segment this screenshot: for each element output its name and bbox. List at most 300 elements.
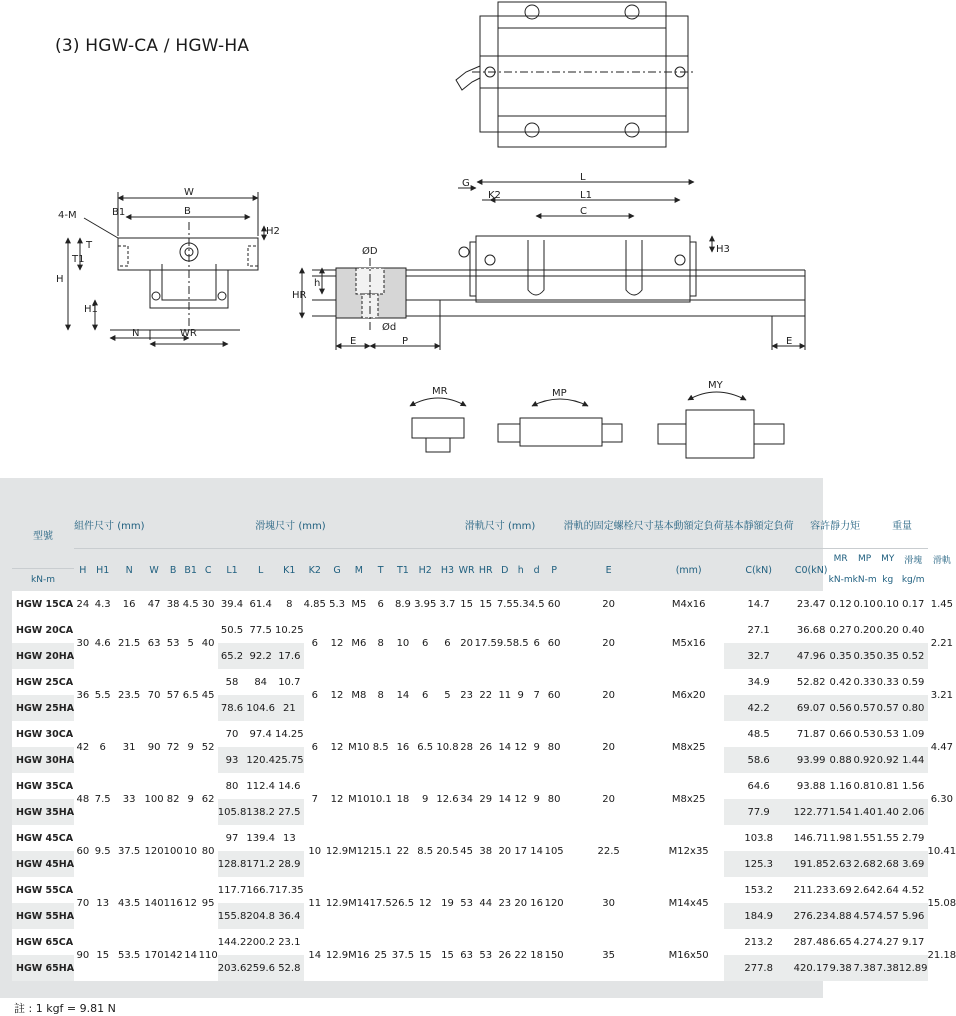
cell-L1: 203.6 — [218, 955, 247, 981]
label-HR: HR — [292, 290, 307, 301]
cell-K1: 52.8 — [275, 955, 304, 981]
cell-wr: 10.41 — [928, 825, 956, 877]
cell-D: 20 — [497, 825, 513, 877]
cell-H2: 15 — [414, 929, 436, 981]
cell-K1: 14.6 — [275, 773, 304, 799]
cell-H: 36 — [74, 669, 92, 721]
model-cell: HGW 45HA — [12, 851, 74, 877]
cell-Cd: 58.6 — [724, 747, 794, 773]
cell-K1: 10.25 — [275, 617, 304, 643]
unit-31: kg/m — [901, 575, 925, 585]
cell-H: 30 — [74, 617, 92, 669]
cell-K1: 14.25 — [275, 721, 304, 747]
cell-d: 18 — [529, 929, 545, 981]
col-8: L — [258, 564, 264, 576]
cell-MY: 0.33 — [877, 669, 899, 695]
cell-D: 11 — [497, 669, 513, 721]
col-5: B1 — [184, 564, 197, 576]
cell-MY: 1.40 — [877, 799, 899, 825]
table-row — [12, 877, 956, 903]
cell-wr: 21.18 — [928, 929, 956, 981]
cell-Cd: 34.9 — [724, 669, 794, 695]
cell-P: 60 — [545, 591, 564, 617]
cell-Cd: 184.9 — [724, 903, 794, 929]
cell-bolt: M8x25 — [654, 773, 724, 825]
cell-MP: 4.57 — [853, 903, 877, 929]
cell-MY: 0.35 — [877, 643, 899, 669]
cell-K1: 13 — [275, 825, 304, 851]
cell-HR: 53 — [475, 929, 497, 981]
cell-wb: 4.52 — [899, 877, 928, 903]
cell-P: 60 — [545, 669, 564, 721]
unit-28: kN-m — [828, 575, 853, 585]
cell-M: M14 — [348, 877, 369, 929]
model-cell: HGW 35CA — [12, 773, 74, 799]
col-19: D — [501, 564, 509, 576]
table-row — [12, 825, 956, 851]
cell-K2: 4.85 — [304, 591, 326, 617]
label-N: N — [132, 328, 140, 339]
cell-P: 120 — [545, 877, 564, 929]
cell-H1: 4.3 — [92, 591, 114, 617]
cell-H1: 7.5 — [92, 773, 114, 825]
cell-wb: 1.44 — [899, 747, 928, 773]
cell-C: 62 — [199, 773, 218, 825]
cell-K1: 17.35 — [275, 877, 304, 903]
label-T: T — [86, 240, 93, 251]
cell-H1: 5.5 — [92, 669, 114, 721]
model-cell: HGW 65HA — [12, 955, 74, 981]
cell-E: 20 — [564, 721, 654, 773]
cell-L1: 128.8 — [218, 851, 247, 877]
cell-MP: 0.20 — [853, 617, 877, 643]
cell-h: 8.5 — [513, 617, 529, 669]
sub-weight-1: 滑軌 — [932, 555, 951, 566]
cell-H: 48 — [74, 773, 92, 825]
cell-L: 120.4 — [246, 747, 275, 773]
cell-H1: 9.5 — [92, 825, 114, 877]
cell-MY: 7.38 — [877, 955, 899, 981]
label-Od: Ød — [382, 322, 397, 333]
grp-dyn: 基本動額定負荷 — [654, 500, 724, 549]
cell-H3: 15 — [436, 929, 458, 981]
cell-d: 14 — [529, 825, 545, 877]
cell-G: 12 — [326, 669, 348, 721]
cell-T1: 14 — [392, 669, 414, 721]
cell-MP: 0.81 — [853, 773, 877, 799]
cell-T1: 8.9 — [392, 591, 414, 617]
cell-C0: 146.71 — [794, 825, 829, 851]
cell-L1: 117.7 — [218, 877, 247, 903]
cell-L: 104.6 — [246, 695, 275, 721]
cell-W: 170 — [145, 929, 164, 981]
cell-MY: 0.57 — [877, 695, 899, 721]
cell-WR: 28 — [459, 721, 475, 773]
cell-wr: 6.30 — [928, 773, 956, 825]
cell-B: 72 — [164, 721, 183, 773]
cell-L1: 155.8 — [218, 903, 247, 929]
model-cell: HGW 20CA — [12, 617, 74, 643]
cell-K2: 7 — [304, 773, 326, 825]
spec-table — [12, 500, 956, 981]
cell-G: 12 — [326, 617, 348, 669]
cell-h: 12 — [513, 773, 529, 825]
cell-K1: 17.6 — [275, 643, 304, 669]
label-OD: ØD — [362, 246, 378, 257]
cell-N: 37.5 — [114, 825, 145, 877]
cell-C: 52 — [199, 721, 218, 773]
label-B1: B1 — [112, 207, 126, 218]
col-17: WR — [458, 564, 475, 576]
col-4: B — [169, 564, 177, 576]
cell-W: 140 — [145, 877, 164, 929]
col-15: H2 — [418, 564, 432, 576]
cell-T1: 16 — [392, 721, 414, 773]
cell-MR: 6.65 — [829, 929, 853, 955]
cell-B1: 4.5 — [183, 591, 199, 617]
cell-L: 138.2 — [246, 799, 275, 825]
cell-C0: 191.85 — [794, 851, 829, 877]
cell-K1: 36.4 — [275, 903, 304, 929]
cell-G: 12.9 — [326, 929, 348, 981]
cell-G: 12.9 — [326, 825, 348, 877]
col-20: h — [517, 564, 524, 576]
cell-K1: 21 — [275, 695, 304, 721]
col-25: C(kN) — [745, 564, 772, 576]
cell-MP: 4.27 — [853, 929, 877, 955]
cell-wb: 1.56 — [899, 773, 928, 799]
cell-C0: 23.47 — [794, 591, 829, 617]
label-K2: K2 — [488, 190, 501, 201]
cell-K2: 6 — [304, 721, 326, 773]
col-23: E — [605, 564, 612, 576]
model-cell: HGW 25HA — [12, 695, 74, 721]
cell-HR: 26 — [475, 721, 497, 773]
col-6: C — [204, 564, 212, 576]
table-row — [12, 929, 956, 955]
label-MY: MY — [708, 380, 723, 391]
cell-B1: 6.5 — [183, 669, 199, 721]
cell-d: 7 — [529, 669, 545, 721]
cell-M: M10 — [348, 773, 369, 825]
cell-MP: 0.33 — [853, 669, 877, 695]
cell-H2: 8.5 — [414, 825, 436, 877]
cell-MY: 4.27 — [877, 929, 899, 955]
cell-wb: 2.79 — [899, 825, 928, 851]
cell-K2: 6 — [304, 617, 326, 669]
cell-W: 100 — [145, 773, 164, 825]
cell-E: 20 — [564, 617, 654, 669]
cell-B1: 9 — [183, 773, 199, 825]
cell-Cd: 27.1 — [724, 617, 794, 643]
cell-H2: 12 — [414, 877, 436, 929]
cell-bolt: M4x16 — [654, 591, 724, 617]
unit-27: kN-m — [31, 575, 56, 585]
cell-bolt: M5x16 — [654, 617, 724, 669]
cell-B1: 5 — [183, 617, 199, 669]
label-h: h — [314, 278, 321, 289]
cell-L1: 105.8 — [218, 799, 247, 825]
cell-T: 8 — [370, 669, 392, 721]
cell-MR: 2.63 — [829, 851, 853, 877]
cell-T: 17.5 — [370, 877, 392, 929]
cell-wb: 0.59 — [899, 669, 928, 695]
table-row — [12, 617, 956, 643]
cell-H: 60 — [74, 825, 92, 877]
cell-L: 139.4 — [246, 825, 275, 851]
cell-E: 35 — [564, 929, 654, 981]
model-cell: HGW 65CA — [12, 929, 74, 955]
cell-N: 21.5 — [114, 617, 145, 669]
cell-H1: 13 — [92, 877, 114, 929]
label-H1: H1 — [84, 304, 98, 315]
cell-L: 204.8 — [246, 903, 275, 929]
cell-C0: 276.23 — [794, 903, 829, 929]
grp-moment: 容許靜力矩 — [794, 500, 877, 549]
cell-G: 12 — [326, 773, 348, 825]
cell-MP: 0.35 — [853, 643, 877, 669]
cell-N: 16 — [114, 591, 145, 617]
col-3: W — [149, 564, 159, 576]
cell-h: 22 — [513, 929, 529, 981]
cell-K2: 10 — [304, 825, 326, 877]
cell-MY: 0.53 — [877, 721, 899, 747]
cell-N: 33 — [114, 773, 145, 825]
cell-wb: 5.96 — [899, 903, 928, 929]
cell-H: 42 — [74, 721, 92, 773]
label-MR: MR — [432, 386, 448, 397]
label-E: E — [350, 336, 357, 347]
cell-K1: 27.5 — [275, 799, 304, 825]
unit-29: kN-m — [852, 575, 877, 585]
cell-MY: 2.64 — [877, 877, 899, 903]
model-cell: HGW 20HA — [12, 643, 74, 669]
cell-MR: 0.42 — [829, 669, 853, 695]
cell-MY: 1.55 — [877, 825, 899, 851]
cell-h: 17 — [513, 825, 529, 877]
cell-MY: 2.68 — [877, 851, 899, 877]
cell-bolt: M12x35 — [654, 825, 724, 877]
cell-B: 100 — [164, 825, 183, 877]
cell-C0: 287.48 — [794, 929, 829, 955]
cell-Cd: 153.2 — [724, 877, 794, 903]
cell-wb: 12.89 — [899, 955, 928, 981]
grp-static: 基本靜額定負荷 — [724, 500, 794, 549]
cell-MY: 0.92 — [877, 747, 899, 773]
sub-moment-2: MY — [881, 554, 895, 564]
sub-moment-0: MR — [833, 554, 848, 564]
cell-K2: 11 — [304, 877, 326, 929]
col-21: d — [533, 564, 540, 576]
cell-HR: 15 — [475, 591, 497, 617]
cell-Cd: 48.5 — [724, 721, 794, 747]
cell-wb: 0.80 — [899, 695, 928, 721]
cell-B1: 10 — [183, 825, 199, 877]
cell-C0: 47.96 — [794, 643, 829, 669]
sub-moment-1: MP — [858, 554, 872, 564]
cell-MR: 0.88 — [829, 747, 853, 773]
cell-MR: 4.88 — [829, 903, 853, 929]
cell-T: 8.5 — [370, 721, 392, 773]
cell-Cd: 103.8 — [724, 825, 794, 851]
cell-K1: 10.7 — [275, 669, 304, 695]
cell-L1: 39.4 — [218, 591, 247, 617]
cell-N: 53.5 — [114, 929, 145, 981]
cell-Cd: 77.9 — [724, 799, 794, 825]
cell-T: 6 — [370, 591, 392, 617]
cell-L1: 65.2 — [218, 643, 247, 669]
cell-L: 171.2 — [246, 851, 275, 877]
label-4M: 4-M — [58, 210, 77, 221]
cell-H3: 10.8 — [436, 721, 458, 773]
cell-D: 14 — [497, 721, 513, 773]
cell-L1: 58 — [218, 669, 247, 695]
label-P: P — [402, 336, 409, 347]
cell-MP: 2.64 — [853, 877, 877, 903]
cell-d: 4.5 — [529, 591, 545, 617]
model-cell: HGW 15CA — [12, 591, 74, 617]
cell-K1: 23.1 — [275, 929, 304, 955]
cell-H: 24 — [74, 591, 92, 617]
cell-Cd: 64.6 — [724, 773, 794, 799]
model-cell: HGW 30CA — [12, 721, 74, 747]
cell-L: 61.4 — [246, 591, 275, 617]
cell-MR: 0.27 — [829, 617, 853, 643]
cell-T: 10.1 — [370, 773, 392, 825]
cell-T1: 22 — [392, 825, 414, 877]
col-24: (mm) — [675, 564, 702, 576]
cell-D: 23 — [497, 877, 513, 929]
cell-H1: 6 — [92, 721, 114, 773]
cell-N: 31 — [114, 721, 145, 773]
cell-WR: 63 — [459, 929, 475, 981]
cell-C0: 211.23 — [794, 877, 829, 903]
cell-H3: 5 — [436, 669, 458, 721]
cell-H1: 15 — [92, 929, 114, 981]
col-22: P — [551, 564, 557, 576]
cell-T: 8 — [370, 617, 392, 669]
cell-W: 90 — [145, 721, 164, 773]
label-B: B — [184, 206, 191, 217]
cell-wr: 2.21 — [928, 617, 956, 669]
cell-C0: 69.07 — [794, 695, 829, 721]
label-C: C — [580, 206, 587, 217]
cell-C0: 71.87 — [794, 721, 829, 747]
cell-H3: 12.6 — [436, 773, 458, 825]
col-0: H — [79, 564, 87, 576]
col-10: K2 — [308, 564, 321, 576]
cell-L: 92.2 — [246, 643, 275, 669]
cell-wr: 1.45 — [928, 591, 956, 617]
cell-W: 47 — [145, 591, 164, 617]
cell-WR: 23 — [459, 669, 475, 721]
label-L1: L1 — [580, 190, 592, 201]
cell-L1: 70 — [218, 721, 247, 747]
cell-MP: 0.53 — [853, 721, 877, 747]
cell-C: 95 — [199, 877, 218, 929]
cell-K1: 28.9 — [275, 851, 304, 877]
cell-d: 9 — [529, 721, 545, 773]
cell-HR: 38 — [475, 825, 497, 877]
cell-B1: 14 — [183, 929, 199, 981]
cell-D: 14 — [497, 773, 513, 825]
cell-C: 80 — [199, 825, 218, 877]
cell-Cd: 213.2 — [724, 929, 794, 955]
cell-MY: 0.20 — [877, 617, 899, 643]
cell-T: 25 — [370, 929, 392, 981]
cell-d: 9 — [529, 773, 545, 825]
cell-C: 30 — [199, 591, 218, 617]
cell-L1: 93 — [218, 747, 247, 773]
cell-H2: 9 — [414, 773, 436, 825]
label-L: L — [580, 172, 586, 183]
spec-table-panel — [0, 478, 956, 998]
sub-weight-0: 滑塊 — [904, 555, 923, 566]
col-18: HR — [478, 564, 493, 576]
cell-wb: 2.06 — [899, 799, 928, 825]
unit-30: kg — [882, 575, 894, 585]
grp-bolt: 滑軌的固定螺栓尺寸 — [564, 500, 654, 549]
cell-Cd: 14.7 — [724, 591, 794, 617]
section-heading: (3) HGW-CA / HGW-HA — [55, 36, 250, 56]
cell-H2: 6.5 — [414, 721, 436, 773]
cell-E: 20 — [564, 669, 654, 721]
cell-bolt: M16x50 — [654, 929, 724, 981]
cell-wb: 9.17 — [899, 929, 928, 955]
cell-WR: 45 — [459, 825, 475, 877]
cell-P: 105 — [545, 825, 564, 877]
col-11: G — [333, 564, 341, 576]
footnote: 註 : 1 kgf = 9.81 N — [14, 1002, 116, 1015]
cell-H3: 19 — [436, 877, 458, 929]
cell-MY: 0.10 — [877, 591, 899, 617]
cell-wb: 0.17 — [899, 591, 928, 617]
cell-K2: 14 — [304, 929, 326, 981]
cell-H3: 3.7 — [436, 591, 458, 617]
cell-L1: 50.5 — [218, 617, 247, 643]
cell-M: M5 — [348, 591, 369, 617]
cell-M: M8 — [348, 669, 369, 721]
cell-B: 82 — [164, 773, 183, 825]
table-row — [12, 773, 956, 799]
cell-G: 12.9 — [326, 877, 348, 929]
cell-B: 38 — [164, 591, 183, 617]
cell-L: 259.6 — [246, 955, 275, 981]
cell-E: 22.5 — [564, 825, 654, 877]
cell-K1: 25.75 — [275, 747, 304, 773]
col-model: 型號 — [12, 500, 74, 569]
cell-wr: 3.21 — [928, 669, 956, 721]
cell-T1: 37.5 — [392, 929, 414, 981]
cell-H: 90 — [74, 929, 92, 981]
col-1: H1 — [96, 564, 110, 576]
cell-MR: 3.69 — [829, 877, 853, 903]
cell-wr: 4.47 — [928, 721, 956, 773]
cell-C0: 93.88 — [794, 773, 829, 799]
cell-WR: 34 — [459, 773, 475, 825]
cell-E: 20 — [564, 773, 654, 825]
cell-P: 60 — [545, 617, 564, 669]
model-cell: HGW 30HA — [12, 747, 74, 773]
label-WR: WR — [180, 328, 197, 339]
cell-B1: 9 — [183, 721, 199, 773]
cell-MR: 0.56 — [829, 695, 853, 721]
label-H3: H3 — [716, 244, 730, 255]
cell-M: M16 — [348, 929, 369, 981]
moment-icons — [410, 392, 784, 458]
cell-Cd: 277.8 — [724, 955, 794, 981]
cell-bolt: M6x20 — [654, 669, 724, 721]
